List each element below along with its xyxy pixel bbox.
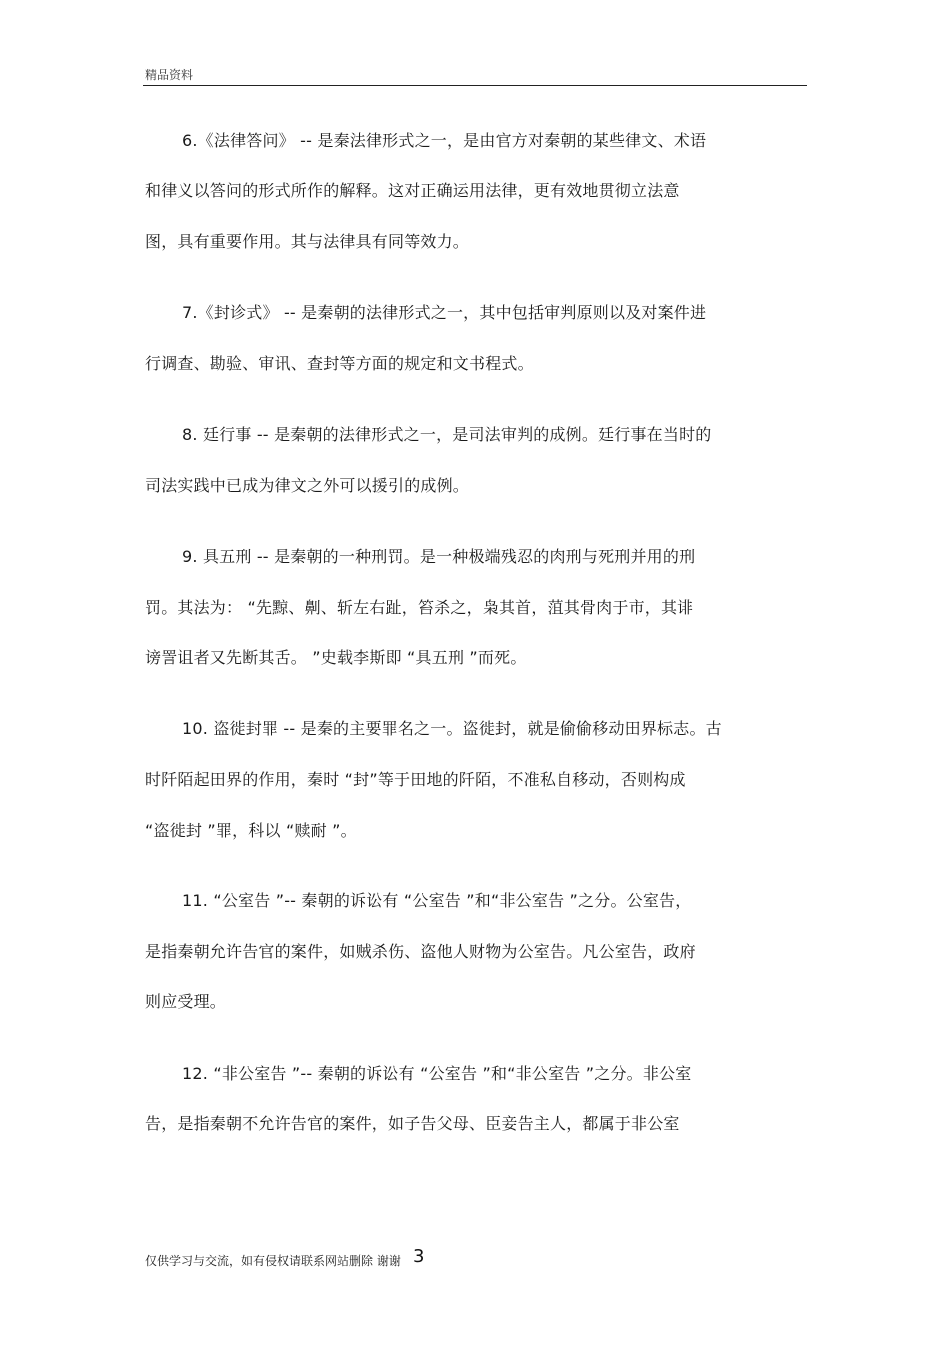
paragraph-6-line-3: 图，具有重要作用。其与法律具有同等效力。 (145, 232, 470, 251)
header-divider (143, 85, 807, 86)
footer-notice: 仅供学习与交流，如有侵权请联系网站删除 谢谢 (145, 1254, 401, 1268)
paragraph-9-line-1: 9. 具五刑 -- 是秦朝的一种刑罚。是一种极端残忍的肉刑与死刑并用的刑 (182, 547, 696, 566)
paragraph-11-line-3: 则应受理。 (145, 992, 227, 1011)
paragraph-9-line-2: 罚。其法为： “先黥、劓、斩左右趾，笞杀之，枭其首，菹其骨肉于市，其诽 (145, 598, 694, 617)
paragraph-11-line-1: 11. “公室告 ”-- 秦朝的诉讼有 “公室告 ”和“非公室告 ”之分。公室告， (182, 891, 692, 910)
paragraph-9-line-3: 谤詈诅者又先断其舌。 ”史载李斯即 “具五刑 ”而死。 (145, 648, 527, 667)
paragraph-12-line-1: 12. “非公室告 ”-- 秦朝的诉讼有 “公室告 ”和“非公室告 ”之分。非公室 (182, 1064, 692, 1083)
paragraph-7-line-1: 7.《封诊式》 -- 是秦朝的法律形式之一，其中包括审判原则以及对案件进 (182, 303, 707, 322)
page-number: 3 (413, 1246, 425, 1267)
paragraph-12-line-2: 告，是指秦朝不允许告官的案件，如子告父母、臣妾告主人，都属于非公室 (145, 1114, 680, 1133)
paragraph-11-line-2: 是指秦朝允许告官的案件，如贼杀伤、盗他人财物为公室告。凡公室告，政府 (145, 942, 696, 961)
paragraph-10-line-2: 时阡陌起田界的作用，秦时 “封”等于田地的阡陌，不准私自移动，否则构成 (145, 770, 686, 789)
paragraph-6-line-2: 和律义以答问的形式所作的解释。这对正确运用法律，更有效地贯彻立法意 (145, 181, 680, 200)
paragraph-8-line-2: 司法实践中已成为律文之外可以援引的成例。 (145, 476, 470, 495)
paragraph-7-line-2: 行调查、勘验、审讯、查封等方面的规定和文书程式。 (145, 354, 534, 373)
page-header-label: 精品资料 (145, 68, 194, 82)
paragraph-8-line-1: 8. 廷行事 -- 是秦朝的法律形式之一，是司法审判的成例。廷行事在当时的 (182, 425, 712, 444)
paragraph-10-line-1: 10. 盗徙封罪 -- 是秦的主要罪名之一。盗徙封，就是偷偷移动田界标志。古 (182, 719, 722, 738)
paragraph-6-line-1: 6.《法律答问》 -- 是秦法律形式之一，是由官方对秦朝的某些律文、术语 (182, 131, 707, 150)
paragraph-10-line-3: “盗徙封 ”罪，科以 “赎耐 ”。 (145, 821, 357, 840)
